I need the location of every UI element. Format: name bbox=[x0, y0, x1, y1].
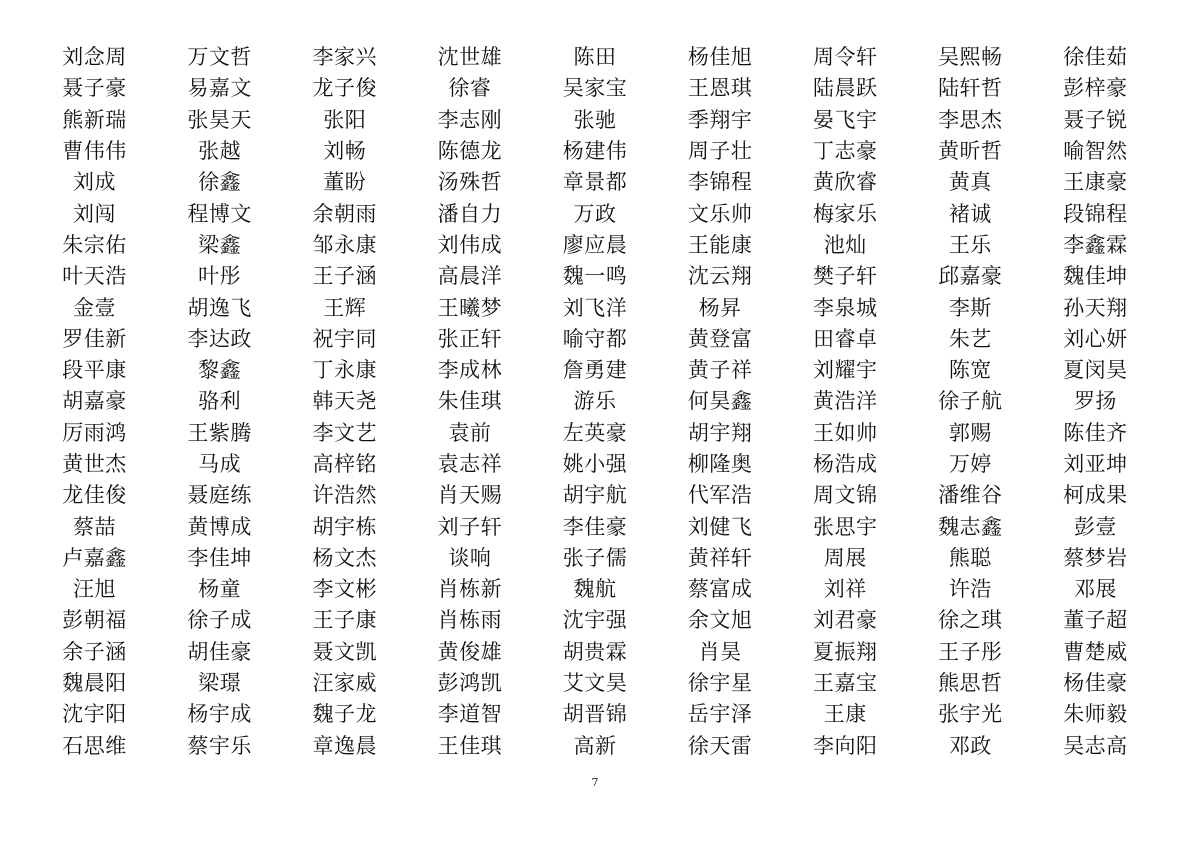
name-row bbox=[32, 386, 1158, 417]
name-cell: 彭梓豪 bbox=[1063, 76, 1128, 101]
name-cell: 徐睿 bbox=[448, 76, 492, 101]
name-cell: 魏子龙 bbox=[312, 702, 378, 727]
name-cell: 徐佳茹 bbox=[1063, 45, 1128, 70]
name-cell: 邱嘉豪 bbox=[938, 264, 1003, 289]
name-cell: 杨浩成 bbox=[812, 452, 878, 476]
name-cell: 杨文杰 bbox=[312, 545, 378, 570]
name-cell: 胡宇栋 bbox=[312, 514, 378, 539]
name-cell: 梁璟 bbox=[198, 671, 242, 696]
name-cell: 许浩然 bbox=[312, 483, 378, 508]
name-row bbox=[32, 292, 1158, 323]
name-row bbox=[32, 543, 1158, 574]
name-cell: 黄子祥 bbox=[687, 358, 753, 383]
name-cell: 柯成果 bbox=[1063, 483, 1128, 508]
name-cell: 王佳琪 bbox=[437, 733, 503, 758]
name-cell: 邹永康 bbox=[312, 232, 378, 257]
page-number: 7 bbox=[591, 776, 599, 789]
name-cell: 龙佳俊 bbox=[62, 483, 127, 508]
name-row bbox=[32, 198, 1158, 229]
name-cell: 李思杰 bbox=[938, 107, 1003, 132]
name-cell: 李文彬 bbox=[312, 577, 378, 602]
name-row bbox=[32, 261, 1158, 292]
name-cell: 卢嘉鑫 bbox=[62, 545, 127, 570]
name-cell: 刘亚坤 bbox=[1063, 452, 1128, 476]
name-row bbox=[32, 574, 1158, 605]
name-cell: 肖昊 bbox=[698, 639, 742, 664]
name-cell: 李达政 bbox=[187, 326, 252, 351]
name-cell: 陈田 bbox=[573, 45, 617, 70]
name-cell: 聂文凯 bbox=[312, 639, 378, 664]
name-cell: 陆晨跃 bbox=[812, 76, 878, 101]
name-cell: 沈宇阳 bbox=[62, 702, 127, 727]
name-cell: 曹伟伟 bbox=[62, 139, 127, 164]
name-cell: 刘心妍 bbox=[1063, 326, 1128, 351]
name-cell: 李成林 bbox=[437, 358, 503, 383]
name-cell: 晏飞宇 bbox=[812, 107, 878, 132]
name-cell: 詹勇建 bbox=[562, 358, 628, 383]
name-row bbox=[32, 105, 1158, 136]
name-cell: 熊聪 bbox=[948, 545, 992, 570]
name-cell: 陈德龙 bbox=[437, 139, 503, 164]
name-cell: 袁前 bbox=[448, 420, 492, 445]
name-cell: 孙天翔 bbox=[1063, 295, 1128, 320]
name-cell: 艾文昊 bbox=[562, 671, 628, 696]
name-cell: 彭鸿凯 bbox=[437, 671, 503, 696]
name-cell: 袁志祥 bbox=[437, 452, 503, 476]
name-cell: 朱佳琪 bbox=[437, 389, 503, 414]
name-cell: 周令轩 bbox=[812, 45, 878, 70]
name-row bbox=[32, 449, 1158, 480]
name-cell: 夏闵昊 bbox=[1063, 358, 1128, 383]
name-row bbox=[32, 637, 1158, 668]
name-cell: 丁永康 bbox=[312, 358, 378, 383]
name-cell: 谈响 bbox=[448, 545, 492, 570]
name-cell: 章逸晨 bbox=[312, 733, 378, 758]
name-cell: 董盼 bbox=[323, 170, 367, 195]
name-cell: 胡佳豪 bbox=[187, 639, 252, 664]
name-cell: 胡逸飞 bbox=[187, 295, 252, 320]
name-cell: 彭壹 bbox=[1073, 514, 1117, 539]
name-row bbox=[32, 42, 1158, 73]
name-cell: 罗扬 bbox=[1073, 389, 1117, 414]
name-cell: 潘自力 bbox=[437, 201, 503, 226]
name-row bbox=[32, 324, 1158, 355]
name-cell: 喻守都 bbox=[562, 326, 628, 351]
name-cell: 熊思哲 bbox=[938, 671, 1003, 696]
name-cell: 韩天尧 bbox=[312, 389, 378, 414]
name-cell: 王能康 bbox=[687, 232, 753, 257]
name-cell: 董子超 bbox=[1063, 608, 1128, 633]
name-row bbox=[32, 511, 1158, 542]
name-cell: 吴熙畅 bbox=[938, 45, 1003, 70]
name-cell: 余朝雨 bbox=[312, 201, 378, 226]
name-cell: 黄登富 bbox=[687, 326, 753, 351]
name-cell: 陆轩哲 bbox=[938, 76, 1003, 101]
name-cell: 蔡喆 bbox=[73, 514, 117, 539]
name-cell: 张驰 bbox=[573, 107, 617, 132]
name-cell: 张阳 bbox=[323, 107, 367, 132]
name-cell: 徐鑫 bbox=[198, 170, 242, 195]
name-cell: 柳隆奥 bbox=[687, 452, 753, 476]
name-cell: 吴家宝 bbox=[562, 76, 628, 101]
name-cell: 程博文 bbox=[187, 201, 252, 226]
name-cell: 刘成 bbox=[73, 170, 117, 195]
name-cell: 田睿卓 bbox=[812, 326, 878, 351]
name-cell: 王恩琪 bbox=[687, 76, 753, 101]
name-cell: 聂子锐 bbox=[1063, 107, 1128, 132]
name-cell: 黄欣睿 bbox=[812, 170, 878, 195]
name-cell: 胡晋锦 bbox=[562, 702, 628, 727]
name-cell: 邓展 bbox=[1073, 577, 1117, 602]
name-cell: 魏航 bbox=[573, 577, 617, 602]
name-cell: 徐天雷 bbox=[687, 733, 753, 758]
name-cell: 文乐帅 bbox=[687, 201, 753, 226]
name-row bbox=[32, 605, 1158, 636]
name-row bbox=[32, 418, 1158, 449]
name-cell: 池灿 bbox=[823, 232, 867, 257]
name-cell: 蔡宇乐 bbox=[187, 733, 252, 758]
name-cell: 黄俊雄 bbox=[437, 639, 503, 664]
name-cell: 李斯 bbox=[948, 295, 992, 320]
name-cell: 聂子豪 bbox=[62, 76, 127, 101]
name-cell: 徐宇星 bbox=[687, 671, 753, 696]
name-cell: 王辉 bbox=[323, 295, 367, 320]
name-cell: 熊新瑞 bbox=[62, 107, 127, 132]
name-cell: 杨佳旭 bbox=[687, 45, 753, 70]
name-cell: 黄浩洋 bbox=[812, 389, 878, 414]
name-cell: 胡贵霖 bbox=[562, 639, 628, 664]
name-row bbox=[32, 355, 1158, 386]
name-cell: 厉雨鸿 bbox=[62, 420, 127, 445]
name-cell: 刘伟成 bbox=[437, 232, 503, 257]
name-cell: 刘飞洋 bbox=[562, 295, 628, 320]
name-cell: 张昊天 bbox=[187, 107, 252, 132]
name-cell: 余文旭 bbox=[687, 608, 753, 633]
name-cell: 王乐 bbox=[948, 232, 992, 257]
name-cell: 张子儒 bbox=[562, 545, 628, 570]
name-cell: 黄祥轩 bbox=[687, 545, 753, 570]
name-cell: 季翔宇 bbox=[687, 107, 753, 132]
name-cell: 李文艺 bbox=[312, 420, 378, 445]
name-cell: 徐之琪 bbox=[938, 608, 1003, 633]
name-cell: 胡宇航 bbox=[562, 483, 628, 508]
name-cell: 肖栋新 bbox=[437, 577, 503, 602]
name-cell: 潘维谷 bbox=[938, 483, 1003, 508]
name-cell: 游乐 bbox=[573, 389, 617, 414]
name-cell: 汪旭 bbox=[73, 577, 117, 602]
name-cell: 刘健飞 bbox=[687, 514, 753, 539]
name-cell: 石思维 bbox=[62, 733, 127, 758]
name-row bbox=[32, 731, 1158, 762]
name-cell: 徐子成 bbox=[187, 608, 252, 633]
name-cell: 杨佳豪 bbox=[1063, 671, 1128, 696]
name-cell: 周文锦 bbox=[812, 483, 878, 508]
name-cell: 邓政 bbox=[948, 733, 992, 758]
name-cell: 姚小强 bbox=[562, 452, 628, 476]
name-cell: 朱艺 bbox=[948, 326, 992, 351]
name-cell: 刘耀宇 bbox=[812, 358, 878, 383]
name-cell: 周展 bbox=[823, 545, 867, 570]
name-cell: 金壹 bbox=[73, 295, 117, 320]
name-cell: 祝宇同 bbox=[312, 326, 378, 351]
name-cell: 杨童 bbox=[198, 577, 242, 602]
name-cell: 李道智 bbox=[437, 702, 503, 727]
name-cell: 廖应晨 bbox=[562, 232, 628, 257]
name-cell: 胡宇翔 bbox=[687, 420, 753, 445]
name-cell: 张越 bbox=[198, 139, 242, 164]
name-cell: 刘君豪 bbox=[812, 608, 878, 633]
name-cell: 龙子俊 bbox=[312, 76, 378, 101]
name-cell: 刘畅 bbox=[323, 139, 367, 164]
name-cell: 王紫腾 bbox=[187, 420, 252, 445]
name-cell: 李鑫霖 bbox=[1063, 232, 1128, 257]
name-cell: 沈宇强 bbox=[562, 608, 628, 633]
name-cell: 王嘉宝 bbox=[812, 671, 878, 696]
name-cell: 叶天浩 bbox=[62, 264, 127, 289]
name-cell: 魏晨阳 bbox=[62, 671, 127, 696]
name-cell: 李锦程 bbox=[687, 170, 753, 195]
name-cell: 王子康 bbox=[312, 608, 378, 633]
name-cell: 杨宇成 bbox=[187, 702, 252, 727]
name-cell: 蔡富成 bbox=[687, 577, 753, 602]
name-cell: 罗佳新 bbox=[62, 326, 127, 351]
name-cell: 杨昇 bbox=[698, 295, 742, 320]
name-cell: 吴志高 bbox=[1063, 733, 1128, 758]
name-cell: 段平康 bbox=[62, 358, 127, 383]
name-cell: 黎鑫 bbox=[198, 358, 242, 383]
name-cell: 万婷 bbox=[948, 452, 992, 476]
name-cell: 高新 bbox=[573, 733, 617, 758]
name-row bbox=[32, 699, 1158, 730]
name-cell: 李向阳 bbox=[812, 733, 878, 758]
name-cell: 褚诚 bbox=[948, 201, 992, 226]
name-cell: 丁志豪 bbox=[812, 139, 878, 164]
name-row bbox=[32, 668, 1158, 699]
name-cell: 胡嘉豪 bbox=[62, 389, 127, 414]
name-cell: 黄昕哲 bbox=[938, 139, 1003, 164]
name-cell: 梁鑫 bbox=[198, 232, 242, 257]
name-cell: 岳宇泽 bbox=[687, 702, 753, 727]
name-cell: 魏佳坤 bbox=[1063, 264, 1128, 289]
name-cell: 黄博成 bbox=[187, 514, 252, 539]
name-cell: 王子彤 bbox=[938, 639, 1003, 664]
name-cell: 黄真 bbox=[948, 170, 992, 195]
name-cell: 郭赐 bbox=[948, 420, 992, 445]
name-cell: 高晨洋 bbox=[437, 264, 503, 289]
name-cell: 余子涵 bbox=[62, 639, 127, 664]
name-row bbox=[32, 73, 1158, 104]
name-cell: 王康 bbox=[823, 702, 867, 727]
name-cell: 何昊鑫 bbox=[687, 389, 753, 414]
name-cell: 许浩 bbox=[948, 577, 992, 602]
name-row bbox=[32, 136, 1158, 167]
name-cell: 肖天赐 bbox=[437, 483, 503, 508]
name-cell: 徐子航 bbox=[938, 389, 1003, 414]
name-cell: 周子壮 bbox=[687, 139, 753, 164]
name-cell: 李泉城 bbox=[812, 295, 878, 320]
name-cell: 夏振翔 bbox=[812, 639, 878, 664]
name-cell: 刘念周 bbox=[62, 45, 127, 70]
name-cell: 梅家乐 bbox=[812, 201, 878, 226]
name-cell: 聂庭练 bbox=[187, 483, 252, 508]
name-cell: 张宇光 bbox=[938, 702, 1003, 727]
name-cell: 沈云翔 bbox=[687, 264, 753, 289]
name-cell: 代军浩 bbox=[687, 483, 753, 508]
name-cell: 李志刚 bbox=[437, 107, 503, 132]
name-row bbox=[32, 230, 1158, 261]
name-cell: 喻智然 bbox=[1063, 139, 1128, 164]
name-cell: 李家兴 bbox=[312, 45, 378, 70]
name-cell: 王康豪 bbox=[1063, 170, 1128, 195]
name-cell: 魏志鑫 bbox=[938, 514, 1003, 539]
name-cell: 陈宽 bbox=[948, 358, 992, 383]
name-cell: 肖栋雨 bbox=[437, 608, 503, 633]
name-cell: 刘祥 bbox=[823, 577, 867, 602]
name-cell: 彭朝福 bbox=[62, 608, 127, 633]
name-cell: 章景都 bbox=[562, 170, 628, 195]
name-cell: 张正轩 bbox=[437, 326, 503, 351]
name-cell: 朱师毅 bbox=[1063, 702, 1128, 727]
name-cell: 李佳坤 bbox=[187, 545, 252, 570]
name-cell: 骆利 bbox=[198, 389, 242, 414]
name-cell: 杨建伟 bbox=[562, 139, 628, 164]
name-cell: 魏一鸣 bbox=[562, 264, 628, 289]
name-cell: 蔡梦岩 bbox=[1063, 545, 1128, 570]
name-cell: 叶彤 bbox=[198, 264, 242, 289]
name-cell: 汤殊哲 bbox=[437, 170, 503, 195]
name-cell: 刘闯 bbox=[73, 201, 117, 226]
name-cell: 朱宗佑 bbox=[62, 232, 127, 257]
name-cell: 左英豪 bbox=[562, 420, 628, 445]
name-cell: 李佳豪 bbox=[562, 514, 628, 539]
names-grid bbox=[32, 42, 1158, 762]
name-cell: 王曦梦 bbox=[437, 295, 503, 320]
name-cell: 曹楚威 bbox=[1063, 639, 1128, 664]
name-cell: 沈世雄 bbox=[437, 45, 503, 70]
name-cell: 黄世杰 bbox=[62, 452, 127, 476]
name-row bbox=[32, 480, 1158, 511]
name-cell: 樊子轩 bbox=[812, 264, 878, 289]
name-cell: 陈佳齐 bbox=[1063, 420, 1128, 445]
name-cell: 万政 bbox=[573, 201, 617, 226]
name-cell: 刘子轩 bbox=[437, 514, 503, 539]
name-cell: 王子涵 bbox=[312, 264, 378, 289]
name-cell: 高梓铭 bbox=[312, 452, 378, 476]
name-row bbox=[32, 167, 1158, 198]
name-cell: 王如帅 bbox=[812, 420, 878, 445]
name-cell: 万文哲 bbox=[187, 45, 252, 70]
name-cell: 张思宇 bbox=[812, 514, 878, 539]
name-cell: 汪家威 bbox=[312, 671, 378, 696]
name-cell: 段锦程 bbox=[1063, 201, 1128, 226]
name-cell: 易嘉文 bbox=[187, 76, 252, 101]
name-cell: 马成 bbox=[198, 452, 242, 476]
